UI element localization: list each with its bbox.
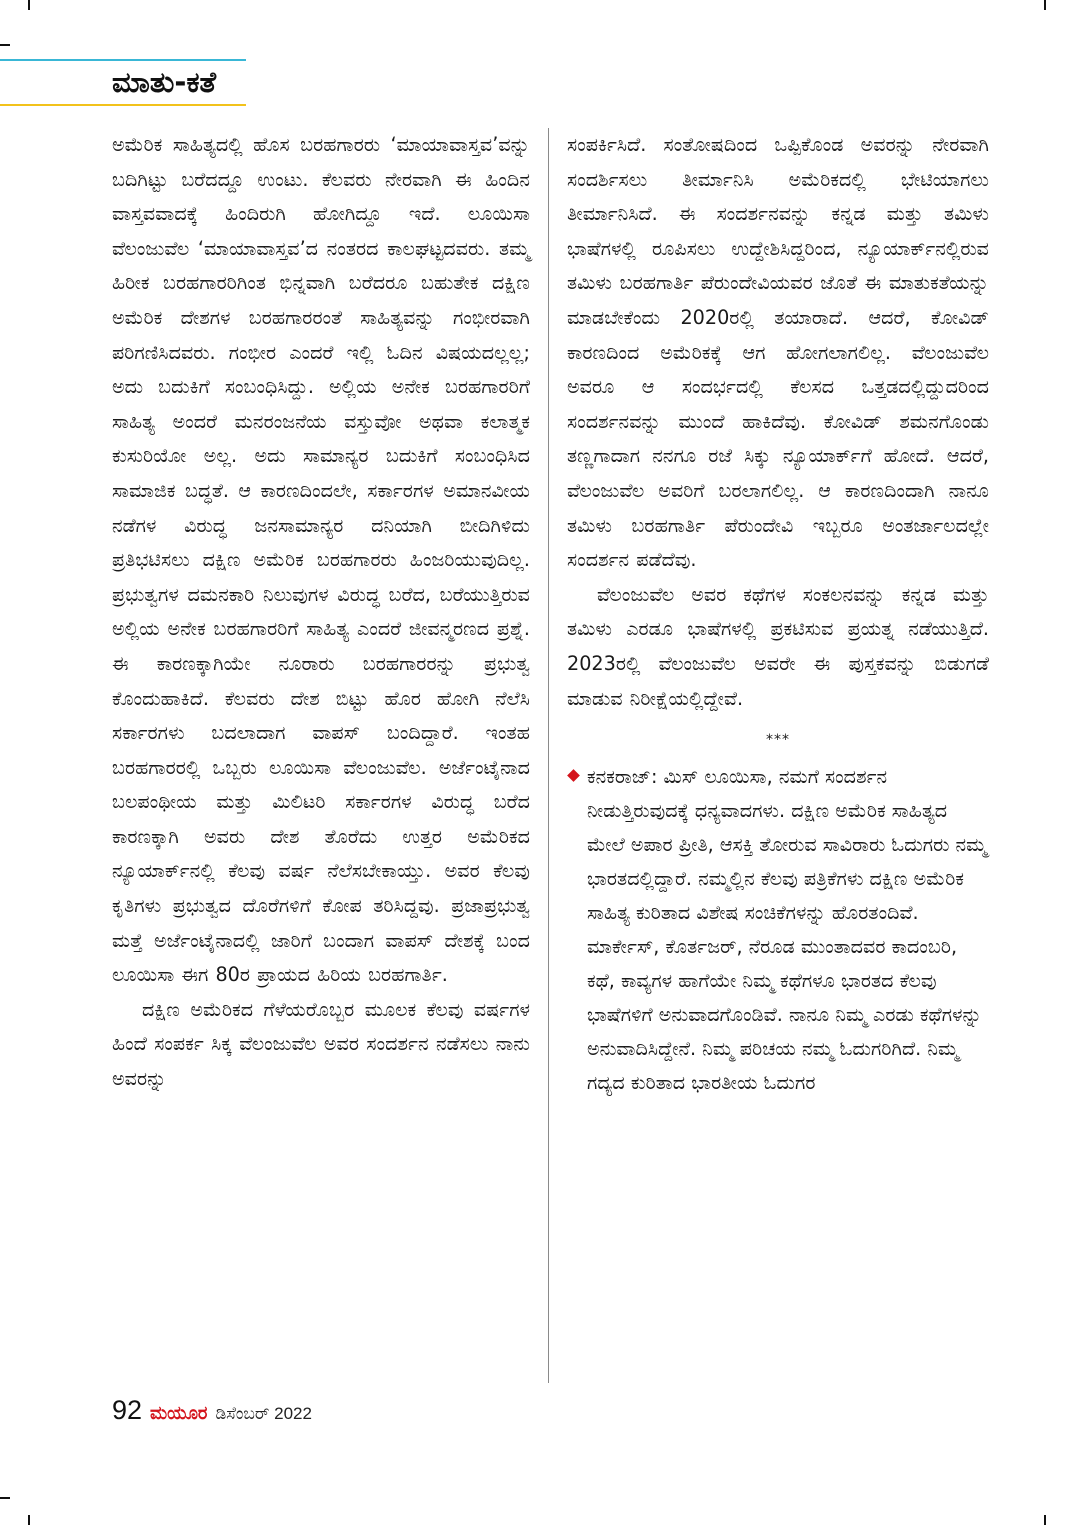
diamond-bullet-icon (567, 769, 580, 782)
interview-question-text: ಕನಕರಾಜ್: ಮಿಸ್ ಲೂಯಿಸಾ, ನಮಗೆ ಸಂದರ್ಶನ ನೀಡುತ್ತಿರುವುದಕ್ಕೆ ಧನ್ಯವಾದಗಳು. ದಕ್ಷಿಣ ಅಮೆರಿಕ ಸಾಹಿತ್ಯದ ಮೇಲೆ ಅಪಾರ ಪ್ರೀತಿ, ಆಸಕ್ತಿ ತೋರುವ ಸಾವಿರಾರು ಓದುಗರು ನಮ್ಮ ಭಾರತದಲ್ಲಿದ್ದಾರೆ. ನಮ್ಮಲ್ಲಿನ ಕೆಲವು ಪತ್ರಿಕೆಗಳು ದಕ್ಷಿಣ ಅಮೆರಿಕ ಸಾಹಿತ್ಯ ಕುರಿತಾದ ವಿಶೇಷ ಸಂಚಿಕೆಗಳನ್ನು ಹೊರತಂದಿವೆ. ಮಾರ್ಕೇಸ್, ಕೊರ್ತಜರ್, ನೆರೂಡ ಮುಂತಾದವರ ಕಾದಂಬರಿ, ಕಥೆ, ಕಾವ್ಯಗಳ ಹಾಗೆಯೇ ನಿಮ್ಮ ಕಥೆಗಳೂ ಭಾರತದ ಕೆಲವು ಭಾಷೆಗಳಿಗೆ ಅನುವಾದಗೊಂಡಿವೆ. ನಾನೂ ನಿಮ್ಮ ಎರಡು ಕಥೆಗಳನ್ನು ಅನುವಾದಿಸಿದ್ದೇನೆ. ನಿಮ್ಮ ಪರಿಚಯ ನಮ್ಮ ಓದುಗರಿಗಿದೆ. ನಿಮ್ಮ ಗದ್ಯದ ಕುರಿತಾದ ಭಾರತೀಯ ಓದುಗರ (587, 765, 988, 1095)
crop-mark (1044, 1515, 1046, 1525)
interview-question (567, 760, 989, 1100)
crop-mark (0, 1497, 10, 1499)
header-rule-yellow (0, 104, 246, 106)
body-paragraph: ವೆಲಂಜುವೆಲ ಅವರ ಕಥೆಗಳ ಸಂಕಲನವನ್ನು ಕನ್ನಡ ಮತ್ತು ತಮಿಳು ಎರಡೂ ಭಾಷೆಗಳಲ್ಲಿ ಪ್ರಕಟಿಸುವ ಪ್ರಯತ್ನ ನಡೆಯುತ್ತಿದೆ. 2023ರಲ್ಲಿ ವೆಲಂಜುವೆಲ ಅವರೇ ಈ ಪುಸ್ತಕವನ್ನು ಬಿಡುಗಡೆ ಮಾಡುವ ನಿರೀಕ್ಷೆಯಲ್ಲಿದ್ದೇವೆ. (567, 582, 989, 710)
crop-mark (1044, 0, 1046, 10)
page-number: 92 (112, 1395, 143, 1425)
crop-mark (28, 1515, 30, 1525)
left-column (112, 128, 530, 1097)
column-divider (548, 128, 549, 1383)
crop-mark (28, 0, 30, 10)
right-column (567, 128, 989, 1100)
crop-mark (0, 44, 10, 46)
magazine-logo: ಮಯೂರ (150, 1403, 208, 1424)
section-title: ಮಾತು-ಕತೆ (112, 65, 217, 99)
issue-date: ಡಿಸೆಂಬರ್ 2022 (215, 1404, 312, 1423)
body-paragraph: ದಕ್ಷಿಣ ಅಮೆರಿಕದ ಗೆಳೆಯರೊಬ್ಬರ ಮೂಲಕ ಕೆಲವು ವರ್ಷಗಳ ಹಿಂದೆ ಸಂಪರ್ಕ ಸಿಕ್ಕ ವೆಲಂಜುವೆಲ ಅವರ ಸಂದರ್ಶನ ನಡೆಸಲು ನಾನು ಅವರನ್ನು (112, 997, 530, 1091)
page-footer (112, 1395, 312, 1429)
body-paragraph: ಅಮೆರಿಕ ಸಾಹಿತ್ಯದಲ್ಲಿ ಹೊಸ ಬರಹಗಾರರು ‘ಮಾಯಾವಾಸ್ತವ’ವನ್ನು ಬದಿಗಿಟ್ಟು ಬರೆದದ್ದೂ ಉಂಟು. ಕೆಲವರು ನೇರವಾಗಿ ಈ ಹಿಂದಿನ ವಾಸ್ತವವಾದಕ್ಕೆ ಹಿಂದಿರುಗಿ ಹೋಗಿದ್ದೂ ಇದೆ. ಲೂಯಿಸಾ ವೆಲಂಜುವೆಲ ‘ಮಾಯಾವಾಸ್ತವ’ದ ನಂತರದ ಕಾಲಘಟ್ಟದವರು. ತಮ್ಮ ಹಿರೀಕ ಬರಹಗಾರರಿಗಿಂತ ಭಿನ್ನವಾಗಿ ಬರೆದರೂ ಬಹುತೇಕ ದಕ್ಷಿಣ ಅಮೆರಿಕ ದೇಶಗಳ ಬರಹಗಾರರಂತೆ ಸಾಹಿತ್ಯವನ್ನು ಗಂಭೀರವಾಗಿ ಪರಿಗಣಿಸಿದವರು. ಗಂಭೀರ ಎಂದರೆ ಇಲ್ಲಿ ಓದಿನ ವಿಷಯದಲ್ಲಲ್ಲ; ಅದು ಬದುಕಿಗೆ ಸಂಬಂಧಿಸಿದ್ದು. ಅಲ್ಲಿಯ ಅನೇಕ ಬರಹಗಾರರಿಗೆ ಸಾಹಿತ್ಯ ಅಂದರೆ ಮನರಂಜನೆಯ ವಸ್ತುವೋ ಅಥವಾ ಕಲಾತ್ಮಕ ಕುಸುರಿಯೋ ಅಲ್ಲ. ಅದು ಸಾಮಾನ್ಯರ ಬದುಕಿಗೆ ಸಂಬಂಧಿಸಿದ ಸಾಮಾಜಿಕ ಬದ್ಧತೆ. ಆ ಕಾರಣದಿಂದಲೇ, ಸರ್ಕಾರಗಳ ಅಮಾನವೀಯ ನಡೆಗಳ ವಿರುದ್ಧ ಜನಸಾಮಾನ್ಯರ ದನಿಯಾಗಿ ಬೀದಿಗಿಳಿದು ಪ್ರತಿಭಟಿಸಲು ದಕ್ಷಿಣ ಅಮೆರಿಕ ಬರಹಗಾರರು ಹಿಂಜರಿಯುವುದಿಲ್ಲ. ಪ್ರಭುತ್ವಗಳ ದಮನಕಾರಿ ನಿಲುವುಗಳ ವಿರುದ್ಧ ಬರೆದ, ಬರೆಯುತ್ತಿರುವ ಅಲ್ಲಿಯ ಅನೇಕ ಬರಹಗಾರರಿಗೆ ಸಾಹಿತ್ಯ ಎಂದರೆ ಜೀವನ್ಮರಣದ ಪ್ರಶ್ನೆ. ಈ ಕಾರಣಕ್ಕಾಗಿಯೇ ನೂರಾರು ಬರಹಗಾರರನ್ನು ಪ್ರಭುತ್ವ ಕೊಂದುಹಾಕಿದೆ. ಕೆಲವರು ದೇಶ ಬಿಟ್ಟು ಹೊರ ಹೋಗಿ ನೆಲೆಸಿ ಸರ್ಕಾರಗಳು ಬದಲಾದಾಗ ವಾಪಸ್ ಬಂದಿದ್ದಾರೆ. ಇಂತಹ ಬರಹಗಾರರಲ್ಲಿ ಒಬ್ಬರು ಲೂಯಿಸಾ ವೆಲಂಜುವೆಲ. ಅರ್ಜೆಂಟೈನಾದ ಬಲಪಂಥೀಯ ಮತ್ತು ಮಿಲಿಟರಿ ಸರ್ಕಾರಗಳ ವಿರುದ್ಧ ಬರೆದ ಕಾರಣಕ್ಕಾಗಿ ಅವರು ದೇಶ ತೊರೆದು ಉತ್ತರ ಅಮೆರಿಕದ ನ್ಯೂಯಾರ್ಕ್‌ನಲ್ಲಿ ಕೆಲವು ವರ್ಷ ನೆಲೆಸಬೇಕಾಯ್ತು. ಅವರ ಕೆಲವು ಕೃತಿಗಳು ಪ್ರಭುತ್ವದ ದೊರೆಗಳಿಗೆ ಕೋಪ ತರಿಸಿದ್ದವು. ಪ್ರಜಾಪ್ರಭುತ್ವ ಮತ್ತೆ ಅರ್ಜೆಂಟೈನಾದಲ್ಲಿ ಜಾರಿಗೆ ಬಂದಾಗ ವಾಪಸ್ ದೇಶಕ್ಕೆ ಬಂದ ಲೂಯಿಸಾ ಈಗ 80ರ ಪ್ರಾಯದ ಹಿರಿಯ ಬರಹಗಾರ್ತಿ. (112, 133, 530, 987)
body-paragraph: ಸಂಪರ್ಕಿಸಿದೆ. ಸಂತೋಷದಿಂದ ಒಪ್ಪಿಕೊಂಡ ಅವರನ್ನು ನೇರವಾಗಿ ಸಂದರ್ಶಿಸಲು ತೀರ್ಮಾನಿಸಿ ಅಮೆರಿಕದಲ್ಲಿ ಭೇಟಿಯಾಗಲು ತೀರ್ಮಾನಿಸಿದೆ. ಈ ಸಂದರ್ಶನವನ್ನು ಕನ್ನಡ ಮತ್ತು ತಮಿಳು ಭಾಷೆಗಳಲ್ಲಿ ರೂಪಿಸಲು ಉದ್ದೇಶಿಸಿದ್ದರಿಂದ, ನ್ಯೂಯಾರ್ಕ್‌ನಲ್ಲಿರುವ ತಮಿಳು ಬರಹಗಾರ್ತಿ ಪೆರುಂದೇವಿಯವರ ಜೊತೆ ಈ ಮಾತುಕತೆಯನ್ನು ಮಾಡಬೇಕೆಂದು 2020ರಲ್ಲಿ ತಯಾರಾದೆ. ಆದರೆ, ಕೋವಿಡ್ ಕಾರಣದಿಂದ ಅಮೆರಿಕಕ್ಕೆ ಆಗ ಹೋಗಲಾಗಲಿಲ್ಲ. ವೆಲಂಜುವೆಲ ಅವರೂ ಆ ಸಂದರ್ಭದಲ್ಲಿ ಕೆಲಸದ ಒತ್ತಡದಲ್ಲಿದ್ದುದರಿಂದ ಸಂದರ್ಶನವನ್ನು ಮುಂದೆ ಹಾಕಿದೆವು. ಕೋವಿಡ್ ಶಮನಗೊಂಡು ತಣ್ಣಗಾದಾಗ ನನಗೂ ರಜೆ ಸಿಕ್ಕು ನ್ಯೂಯಾರ್ಕ್‌ಗೆ ಹೋದೆ. ಆದರೆ, ವೆಲಂಜುವೆಲ ಅವರಿಗೆ ಬರಲಾಗಲಿಲ್ಲ. ಆ ಕಾರಣದಿಂದಾಗಿ ನಾನೂ ತಮಿಳು ಬರಹಗಾರ್ತಿ ಪೆರುಂದೇವಿ ಇಬ್ಬರೂ ಅಂತರ್ಜಾಲದಲ್ಲೇ ಸಂದರ್ಶನ ಪಡೆದೆವು. (567, 133, 989, 572)
section-separator: *** (766, 732, 790, 749)
header-rule-blue (0, 59, 246, 61)
